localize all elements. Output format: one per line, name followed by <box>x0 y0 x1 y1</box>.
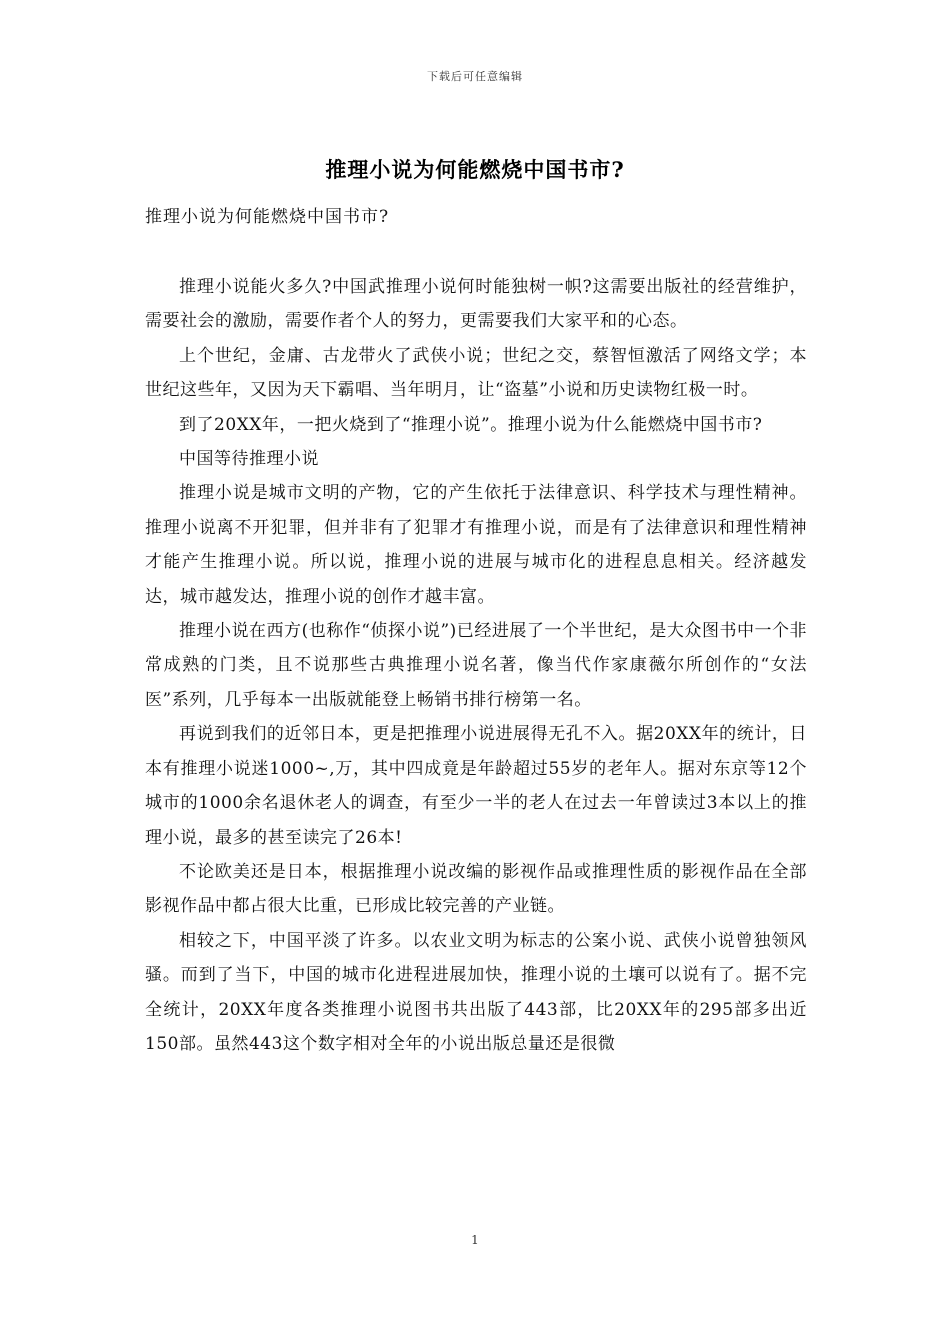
document-body <box>145 270 807 1061</box>
paragraph: 推理小说在西方(也称作“侦探小说”)已经进展了一个半世纪，是大众图书中一个非常成熟的门类，且不说那些古典推理小说名著，像当代作家康薇尔所创作的“女法医”系列，几乎每本一出版就能登上畅销书排行榜第一名。 <box>145 621 807 710</box>
paragraph: 再说到我们的近邻日本，更是把推理小说进展得无孔不入。据20XX年的统计，日本有推理小说迷1000~,万，其中四成竟是年龄超过55岁的老年人。据对东京等12个城市的1000余名退休老人的调查，有至少一半的老人在过去一年曾读过3本以上的推理小说，最多的甚至读完了26本! <box>145 724 807 848</box>
paragraph: 推理小说能火多久?中国武推理小说何时能独树一帜?这需要出版社的经营维护，需要社会的激励，需要作者个人的努力，更需要我们大家平和的心态。 <box>145 277 807 332</box>
paragraph: 不论欧美还是日本，根据推理小说改编的影视作品或推理性质的影视作品在全部影视作品中都占很大比重，已形成比较完善的产业链。 <box>145 861 807 917</box>
paragraph: 推理小说是城市文明的产物，它的产生依托于法律意识、科学技术与理性精神。推理小说离不开犯罪，但并非有了犯罪才有推理小说，而是有了法律意识和理性精神才能产生推理小说。所以说，推理小说的进展与城市化的进程息息相关。经济越发达，城市越发达，推理小说的创作才越丰富。 <box>145 483 807 607</box>
page-number: 1 <box>471 1233 479 1247</box>
paragraph: 相较之下，中国平淡了许多。以农业文明为标志的公案小说、武侠小说曾独领风骚。而到了当下，中国的城市化进程进展加快，推理小说的土壤可以说有了。据不完全统计，20XX年度各类推理小说图书共出版了443部，比20XX年的295部多出近150部。虽然443这个数字相对全年的小说出版总量还是很微 <box>145 930 807 1054</box>
page-header: 下载后可任意编辑 <box>427 70 523 83</box>
document-title: 推理小说为何能燃烧中国书市? <box>325 157 625 182</box>
section-heading: 中国等待推理小说 <box>179 449 319 470</box>
paragraph: 上个世纪，金庸、古龙带火了武侠小说；世纪之交，蔡智恒激活了网络文学；本世纪这些年，又因为天下霸唱、当年明月，让“盗墓”小说和历史读物红极一时。 <box>145 345 807 401</box>
document-subtitle: 推理小说为何能燃烧中国书市? <box>145 207 390 227</box>
paragraph: 到了20XX年，一把火烧到了“推理小说”。推理小说为什么能燃烧中国书市? <box>179 414 763 435</box>
